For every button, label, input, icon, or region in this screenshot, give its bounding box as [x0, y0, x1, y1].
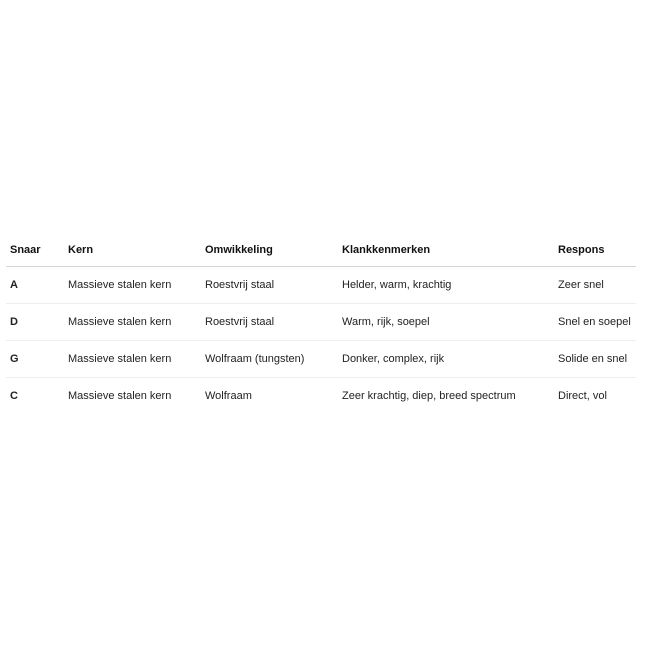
- cell-respons: Solide en snel: [554, 341, 636, 378]
- header-klankkenmerken: Klankkenmerken: [338, 234, 554, 267]
- string-table-container: [6, 234, 636, 414]
- table-header: [6, 234, 636, 267]
- cell-snaar: C: [10, 390, 18, 402]
- cell-klankkenmerken: Zeer krachtig, diep, breed spectrum: [342, 390, 516, 402]
- cell-klankkenmerken: Warm, rijk, soepel: [338, 304, 554, 341]
- cell-klankkenmerken: Helder, warm, krachtig: [338, 267, 554, 304]
- table-row: [6, 267, 636, 304]
- cell-snaar: G: [6, 341, 64, 378]
- header-kern: Kern: [64, 234, 201, 267]
- header-respons: Respons: [554, 234, 636, 267]
- header-snaar: Snaar: [6, 234, 64, 267]
- cell-respons: Direct, vol: [558, 390, 607, 402]
- cell-klankkenmerken: Donker, complex, rijk: [338, 341, 554, 378]
- cell-kern: Massieve stalen kern: [68, 390, 172, 402]
- cell-respons: Zeer snel: [554, 267, 636, 304]
- cell-respons: Snel en soepel: [554, 304, 636, 341]
- table-body: [6, 267, 636, 415]
- cell-snaar: A: [6, 267, 64, 304]
- cell-omwikkeling: Wolfraam: [205, 390, 252, 402]
- cell-kern: Massieve stalen kern: [64, 341, 201, 378]
- table-row: [6, 341, 636, 378]
- cell-omwikkeling: Roestvrij staal: [201, 267, 338, 304]
- cell-kern: Massieve stalen kern: [64, 267, 201, 304]
- header-omwikkeling: Omwikkeling: [201, 234, 338, 267]
- cell-omwikkeling: Wolfraam (tungsten): [201, 341, 338, 378]
- table-row: [6, 378, 636, 415]
- cell-snaar: D: [6, 304, 64, 341]
- cell-omwikkeling: Roestvrij staal: [201, 304, 338, 341]
- string-table: [6, 234, 636, 414]
- table-row: [6, 304, 636, 341]
- header-row: [6, 234, 636, 267]
- cell-kern: Massieve stalen kern: [64, 304, 201, 341]
